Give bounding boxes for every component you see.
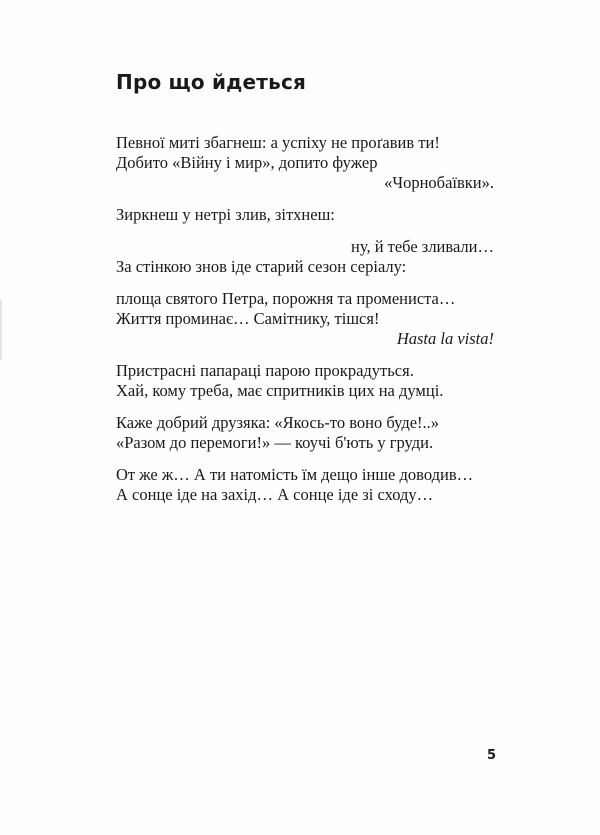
stanza-4 [116, 361, 494, 401]
poem-line: Добито «Війну і мир», допито фужер [116, 153, 378, 172]
poem-line: Пристрасні папараці парою прокрадуться. [116, 361, 414, 380]
page-edge-shadow [0, 300, 2, 360]
poem-line: Hasta la vista! [396, 329, 494, 348]
poem-line: Певної миті збагнеш: а успіху не проґавив ти! [116, 133, 440, 152]
poem-line: ну, й тебе зливали… [351, 237, 494, 256]
stanza-6 [116, 465, 494, 505]
poem-line: За стінкою знов іде старий сезон серіалу: [116, 257, 407, 276]
stanza-3 [116, 289, 494, 349]
poem-line: Зиркнеш у нетрі злив, зітхнеш: [116, 205, 335, 224]
poem-line: «Разом до перемоги!» — коучі б'ють у груди. [116, 433, 434, 452]
stanza-5 [116, 413, 494, 453]
poem-line: площа святого Петра, порожня та промениста… [116, 289, 456, 308]
stanza-1 [116, 133, 494, 193]
poem-line: «Чорнобаївки». [384, 173, 494, 192]
poem-title: Про що йдеться [116, 70, 307, 94]
poem-line: А сонце іде на захід… А сонце іде зі сходу… [116, 485, 434, 504]
poem-line: Каже добрий друзяка: «Якось-то воно буде!..» [116, 413, 440, 432]
poem-line: Життя проминає… Самітнику, тішся! [116, 309, 380, 328]
stanza-2 [116, 205, 494, 277]
poem-line: Хай, кому треба, має спритників цих на думці. [116, 381, 444, 400]
page-number: 5 [486, 748, 496, 763]
poem-line: От же ж… А ти натомість їм дещо інше доводив… [116, 465, 474, 484]
poem-body [116, 133, 494, 517]
